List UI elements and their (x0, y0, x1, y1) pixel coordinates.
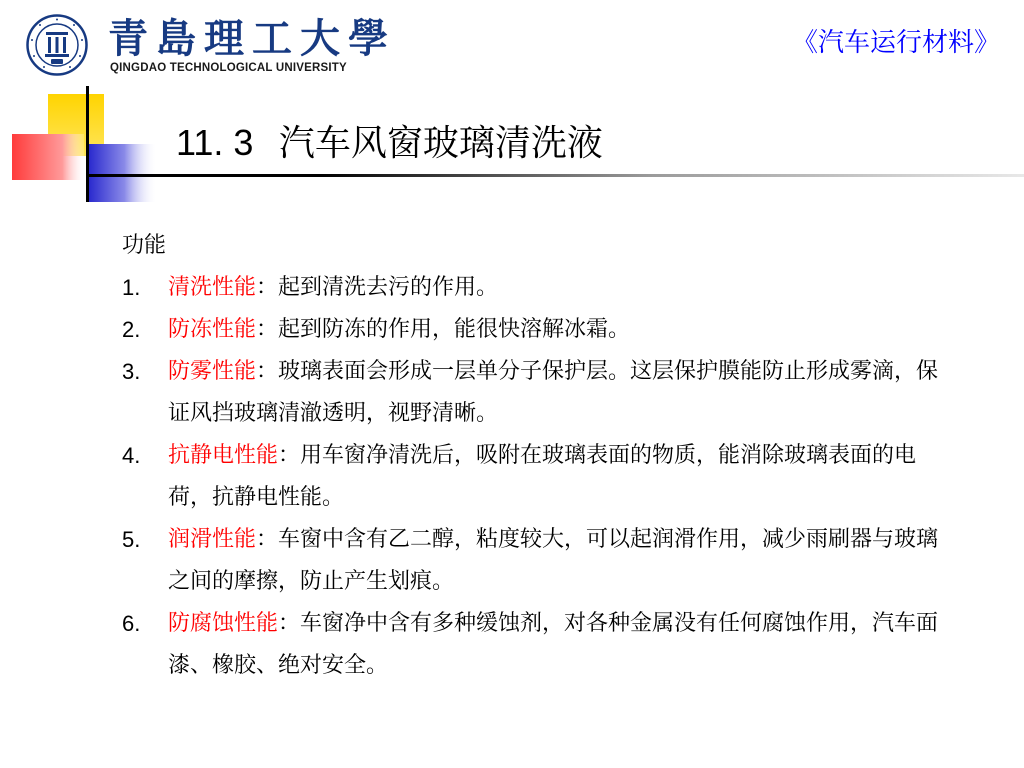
function-list (122, 267, 942, 687)
item-number: 2. (122, 317, 141, 342)
content-heading: 功能 (122, 233, 167, 258)
title-underline (86, 174, 1024, 177)
item-number: 1. (122, 275, 141, 300)
item-term: 防冻性能 (168, 317, 257, 342)
content-body (122, 225, 942, 687)
list-item (122, 267, 942, 309)
list-item (122, 603, 942, 687)
list-item (122, 309, 942, 351)
item-term: 清洗性能 (168, 275, 257, 300)
item-desc: ：车窗中含有乙二醇，粘度较大，可以起润滑作用，减少雨刷器与玻璃之间的摩擦，防止产生划痕。 (168, 527, 939, 594)
list-item (122, 435, 942, 519)
item-desc: ：车窗净中含有多种缓蚀剂，对各种金属没有任何腐蚀作用，汽车面漆、橡胶、绝对安全。 (168, 611, 939, 678)
item-body (168, 351, 942, 435)
university-emblem-icon (26, 14, 88, 76)
list-item (122, 519, 942, 603)
slide-title (176, 120, 603, 167)
item-desc: ：玻璃表面会形成一层单分子保护层。这层保护膜能防止形成雾滴，保证风挡玻璃清澈透明，视野清晰。 (168, 359, 939, 426)
university-name-cn: 青島理工大學 (108, 15, 396, 62)
university-name-en: QINGDAO TECHNOLOGICAL UNIVERSITY (110, 62, 347, 74)
item-desc: ：起到防冻的作用，能很快溶解冰霜。 (256, 317, 631, 342)
item-number: 5. (122, 527, 141, 552)
decorative-blocks (0, 86, 180, 216)
item-body (168, 435, 942, 519)
item-number: 3. (122, 359, 141, 384)
vertical-rule (86, 86, 89, 202)
item-number: 4. (122, 443, 141, 468)
item-body (168, 519, 942, 603)
list-item (122, 351, 942, 435)
item-body (168, 309, 942, 351)
item-term: 防雾性能 (168, 359, 257, 384)
red-bar (12, 134, 84, 180)
item-term: 抗静电性能 (168, 443, 279, 468)
item-term: 润滑性能 (168, 527, 257, 552)
university-logo (26, 14, 396, 76)
item-term: 防腐蚀性能 (168, 611, 279, 636)
item-number: 6. (122, 611, 141, 636)
section-title: 汽车风窗玻璃清洗液 (278, 123, 603, 164)
item-body (168, 603, 942, 687)
item-desc: ：起到清洗去污的作用。 (256, 275, 499, 300)
blue-square (86, 144, 156, 202)
course-title: 《汽车运行材料》 (791, 28, 1000, 58)
section-number: 11. 3 (176, 122, 254, 163)
item-desc: ：用车窗净清洗后，吸附在玻璃表面的物质，能消除玻璃表面的电荷，抗静电性能。 (168, 443, 917, 510)
item-body (168, 267, 942, 309)
